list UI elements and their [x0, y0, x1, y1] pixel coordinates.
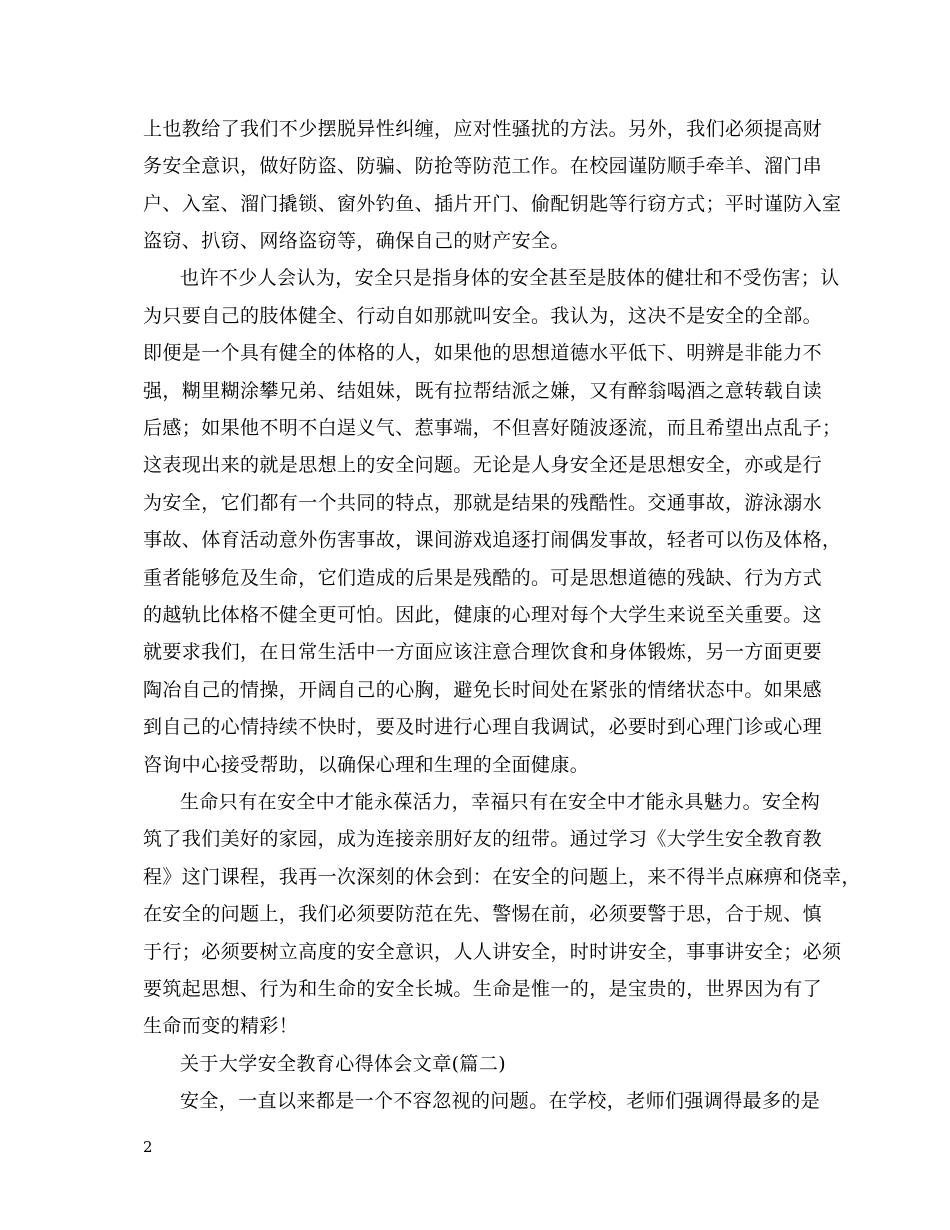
text-line: 后感；如果他不明不白逞义气、惹事端，不但喜好随波逐流，而且希望出点乱子； — [143, 417, 842, 439]
text-line: 强，糊里糊涂攀兄弟、结姐妹，既有拉帮结派之嫌，又有醉翁喝酒之意转载自读 — [143, 380, 823, 402]
text-line: 即便是一个具有健全的体格的人，如果他的思想道德水平低下、明辨是非能力不 — [143, 342, 823, 364]
text-line: 重者能够危及生命，它们造成的后果是残酷的。可是思想道德的残缺、行为方式 — [143, 567, 823, 589]
page-number: 2 — [143, 1138, 153, 1156]
text-line: 安全，一直以来都是一个不容忽视的问题。在学校，老师们强调得最多的是 — [180, 1090, 821, 1112]
text-line: 于行；必须要树立高度的安全意识，人人讲安全，时时讲安全，事事讲安全；必须 — [143, 941, 842, 963]
section-heading: 关于大学安全教育心得体会文章(篇二) — [180, 1053, 507, 1075]
text-line: 咨询中心接受帮助，以确保心理和生理的全面健康。 — [143, 754, 590, 776]
text-line: 这表现出来的就是思想上的安全问题。无论是人身安全还是思想安全，亦或是行 — [143, 454, 823, 476]
text-line: 到自己的心情持续不快时，要及时进行心理自我调试，必要时到心理门诊或心理 — [143, 716, 823, 738]
text-line: 事故、体育活动意外伤害事故，课间游戏追逐打闹偶发事故，轻者可以伤及体格， — [143, 529, 842, 551]
text-line: 筑了我们美好的家园，成为连接亲朋好友的纽带。通过学习《大学生安全教育教 — [143, 828, 823, 850]
text-line: 上也教给了我们不少摆脱异性纠缠，应对性骚扰的方法。另外，我们必须提高财 — [143, 118, 823, 140]
text-line: 在安全的问题上，我们必须要防范在先、警惕在前，必须要警于思，合于规、慎 — [143, 903, 823, 925]
text-line: 程》这门课程，我再一次深刻的休会到：在安全的问题上，来不得半点麻痹和侥幸， — [143, 866, 861, 888]
text-line: 为安全，它们都有一个共同的特点，那就是结果的残酷性。交通事故，游泳溺水 — [143, 492, 823, 514]
text-line: 陶冶自己的情操，开阔自己的心胸，避免长时间处在紧张的情绪状态中。如果感 — [143, 679, 823, 701]
text-line: 为只要自己的肢体健全、行动自如那就叫安全。我认为，这决不是安全的全部。 — [143, 305, 823, 327]
text-line: 生命只有在安全中才能永葆活力，幸福只有在安全中才能永具魅力。安全构 — [180, 791, 821, 813]
text-line: 要筑起思想、行为和生命的安全长城。生命是惟一的，是宝贵的，世界因为有了 — [143, 978, 823, 1000]
text-line: 的越轨比体格不健全更可怕。因此，健康的心理对每个大学生来说至关重要。这 — [143, 604, 823, 626]
text-line: 也许不少人会认为，安全只是指身体的安全甚至是肢体的健壮和不受伤害；认 — [180, 267, 840, 289]
text-line: 就要求我们，在日常生活中一方面应该注意合理饮食和身体锻炼，另一方面更要 — [143, 641, 823, 663]
text-line: 盗窃、扒窃、网络盗窃等，确保自己的财产安全。 — [143, 230, 570, 252]
text-line: 户、入室、溜门撬锁、窗外钓鱼、插片开门、偷配钥匙等行窃方式；平时谨防入室 — [143, 193, 842, 215]
text-line: 生命而变的精彩！ — [143, 1015, 299, 1037]
text-line: 务安全意识，做好防盗、防骗、防抢等防范工作。在校园谨防顺手牵羊、溜门串 — [143, 155, 823, 177]
